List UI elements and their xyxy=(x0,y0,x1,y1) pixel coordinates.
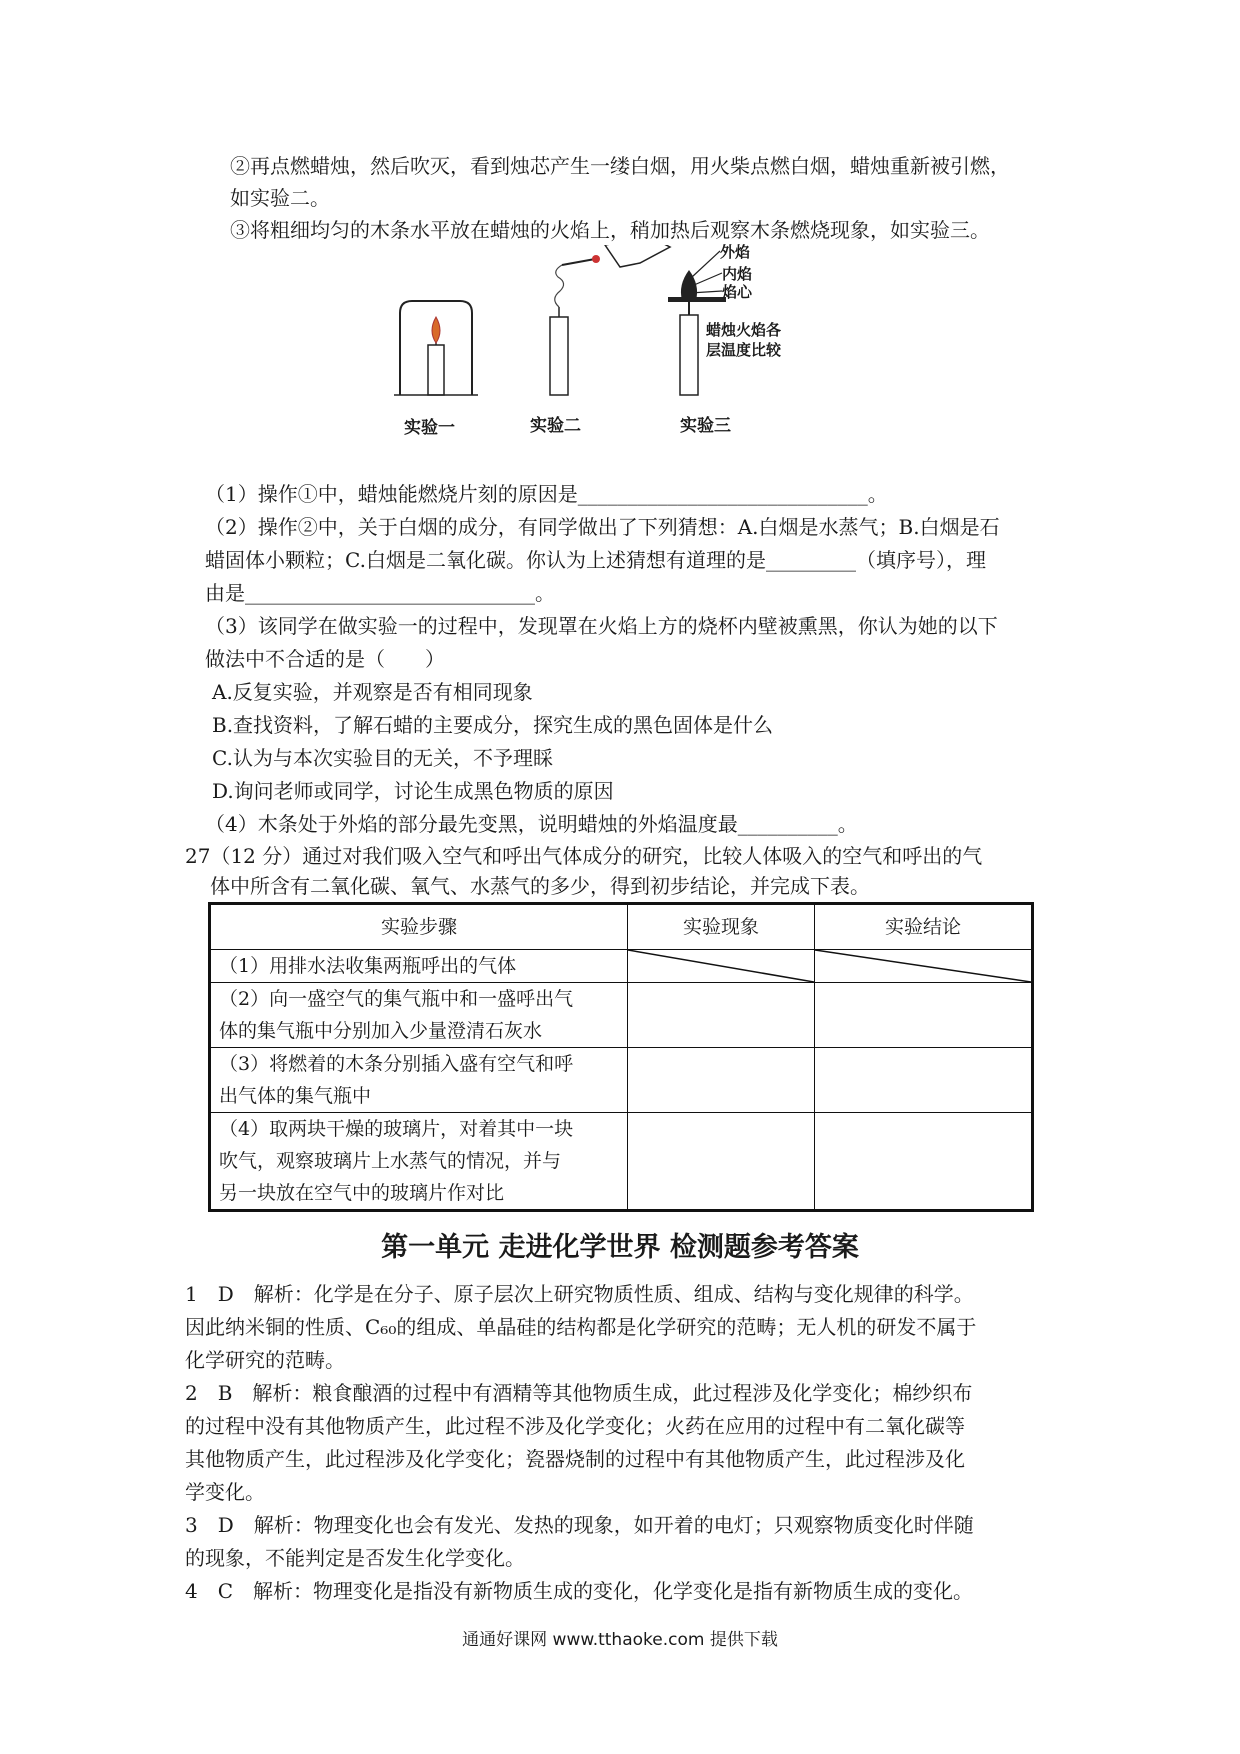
answer-2-line1: 2 B 解析：粮食酿酒的过程中有酒精等其他物质生成，此过程涉及化学变化；棉纱织布 xyxy=(185,1381,973,1405)
answer-4-line1: 4 C 解析：物理变化是指没有新物质生成的变化，化学变化是指有新物质生成的变化。 xyxy=(185,1579,974,1603)
answers-title: 第一单元 走进化学世界 检测题参考答案 xyxy=(381,1232,859,1263)
q27-line2: 体中所含有二氧化碳、氧气、水蒸气的多少，得到初步结论，并完成下表。 xyxy=(210,874,870,898)
step-3-cell xyxy=(210,1048,628,1113)
phenomena-4-cell[interactable] xyxy=(628,1113,815,1211)
step-3-line1: （3）将燃着的木条分别插入盛有空气和呼 xyxy=(219,1053,574,1075)
phenomena-2-cell[interactable] xyxy=(628,983,815,1048)
caption-experiment-one: 实验一 xyxy=(404,418,455,438)
answer-3-line1: 3 D 解析：物理变化也会有发光、发热的现象，如开着的电灯；只观察物质变化时伴随 xyxy=(185,1513,974,1537)
q27-line1: 27（12 分）通过对我们吸入空气和呼出气体成分的研究，比较人体吸入的空气和呼出的气 xyxy=(185,844,983,868)
q26-option-d: D.询问老师或同学，讨论生成黑色物质的原因 xyxy=(212,779,614,803)
experiment-table xyxy=(208,902,1034,1212)
step-2-line2: 体的集气瓶中分别加入少量澄清石灰水 xyxy=(219,1020,543,1042)
q26-option-b: B.查找资料，了解石蜡的主要成分，探究生成的黑色固体是什么 xyxy=(212,713,774,737)
q26-part2-line2: 蜡固体小颗粒；C.白烟是二氧化碳。你认为上述猜想有道理的是_________（填序号），理 xyxy=(205,548,986,572)
q26-part2-line1: （2）操作②中，关于白烟的成分，有同学做出了下列猜想：A.白烟是水蒸气；B.白烟是石 xyxy=(205,515,1000,539)
footer-source: 通通好课网 www.tthaoke.com 提供下载 xyxy=(462,1630,778,1650)
conclusion-3-cell[interactable] xyxy=(815,1048,1033,1113)
conclusion-1-cell-crossed xyxy=(815,950,1033,983)
experiment-two-drawing xyxy=(550,245,670,395)
answer-2-line4: 学变化。 xyxy=(185,1480,265,1504)
intro-step2-line1: ②再点燃蜡烛，然后吹灭，看到烛芯产生一缕白烟，用火柴点燃白烟，蜡烛重新被引燃， xyxy=(230,154,1010,178)
step-1-line: （1）用排水法收集两瓶呼出的气体 xyxy=(219,955,517,977)
phenomena-1-cell-crossed xyxy=(628,950,815,983)
conclusion-4-cell[interactable] xyxy=(815,1113,1033,1211)
label-outer-flame: 外焰 xyxy=(720,243,751,261)
intro-step2-line2: 如实验二。 xyxy=(230,186,330,210)
step-2-cell xyxy=(210,983,628,1048)
conclusion-2-cell[interactable] xyxy=(815,983,1033,1048)
q26-part4: （4）木条处于外焰的部分最先变黑，说明蜡烛的外焰温度最__________。 xyxy=(205,812,858,836)
label-inner-flame: 内焰 xyxy=(722,265,753,283)
label-flame-core: 焰心 xyxy=(722,283,753,301)
label-compare-line1: 蜡烛火焰各 xyxy=(706,321,782,339)
step-3-line2: 出气体的集气瓶中 xyxy=(219,1085,372,1107)
experiment-illustration xyxy=(390,245,950,445)
answer-2-line2: 的过程中没有其他物质产生，此过程不涉及化学变化；火药在应用的过程中有二氧化碳等 xyxy=(185,1414,965,1438)
q26-option-c: C.认为与本次实验目的无关，不予理睬 xyxy=(212,746,553,770)
q26-option-a: A.反复实验，并观察是否有相同现象 xyxy=(212,680,533,704)
step-1-cell xyxy=(210,950,628,983)
table-header-row xyxy=(210,904,1033,950)
answer-2-line3: 其他物质产生，此过程涉及化学变化；瓷器烧制的过程中有其他物质产生，此过程涉及化 xyxy=(185,1447,965,1471)
step-4-line2: 吹气，观察玻璃片上水蒸气的情况，并与 xyxy=(219,1150,562,1172)
label-compare-line2: 层温度比较 xyxy=(706,341,782,359)
caption-experiment-three: 实验三 xyxy=(680,416,731,436)
q26-part3-line2: 做法中不合适的是（ ） xyxy=(205,647,445,671)
header-phenomena: 实验现象 xyxy=(628,904,815,950)
q26-part3-line1: （3）该同学在做实验一的过程中，发现罩在火焰上方的烧杯内壁被熏黑，你认为她的以下 xyxy=(205,614,998,638)
step-2-line1: （2）向一盛空气的集气瓶中和一盛呼出气 xyxy=(219,988,574,1010)
answer-1-line3: 化学研究的范畴。 xyxy=(185,1348,345,1372)
experiment-one-drawing xyxy=(394,301,478,395)
intro-step3: ③将粗细均匀的木条水平放在蜡烛的火焰上，稍加热后观察木条燃烧现象，如实验三。 xyxy=(230,218,990,242)
experiment-figure xyxy=(390,245,950,445)
header-steps: 实验步骤 xyxy=(210,904,628,950)
answer-3-line2: 的现象，不能判定是否发生化学变化。 xyxy=(185,1546,525,1570)
table-row xyxy=(210,1048,1033,1113)
table-row xyxy=(210,950,1033,983)
step-4-line1: （4）取两块干燥的玻璃片，对着其中一块 xyxy=(219,1118,574,1140)
table-row xyxy=(210,1113,1033,1211)
header-conclusion: 实验结论 xyxy=(815,904,1033,950)
q26-part2-line3: 由是_____________________________。 xyxy=(205,581,555,605)
phenomena-3-cell[interactable] xyxy=(628,1048,815,1113)
caption-experiment-two: 实验二 xyxy=(530,416,581,436)
table-row xyxy=(210,983,1033,1048)
answer-1-line2: 因此纳米铜的性质、C₆₀的组成、单晶硅的结构都是化学研究的范畴；无人机的研发不属于 xyxy=(185,1315,977,1339)
step-4-line3: 另一块放在空气中的玻璃片作对比 xyxy=(219,1182,505,1204)
step-4-cell xyxy=(210,1113,628,1211)
q26-part1: （1）操作①中，蜡烛能燃烧片刻的原因是_____________________________。 xyxy=(205,482,888,506)
answer-1-line1: 1 D 解析：化学是在分子、原子层次上研究物质性质、组成、结构与变化规律的科学。 xyxy=(185,1282,974,1306)
